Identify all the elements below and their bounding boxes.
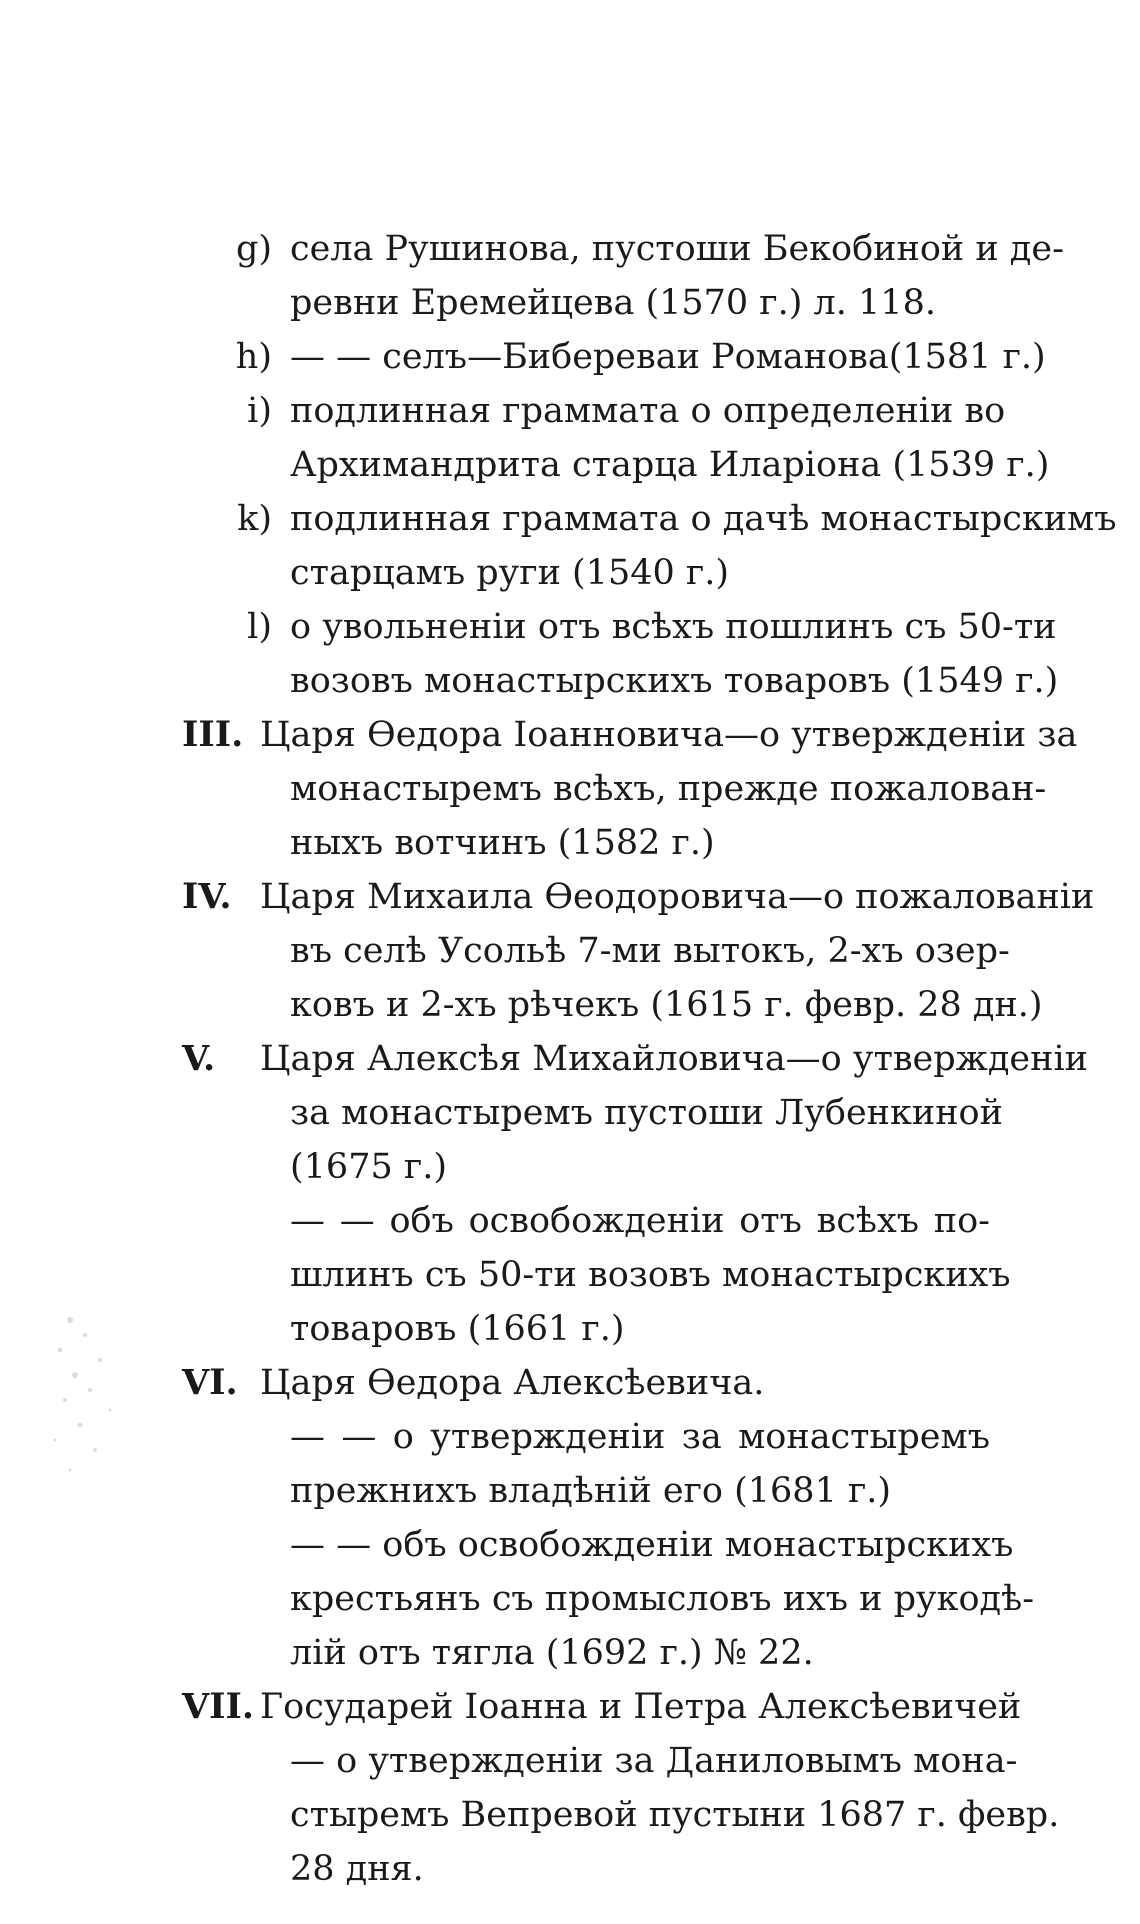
- entry-line: [190, 276, 990, 330]
- entry-text: — о утвержденіи за Даниловымъ мона-: [290, 1741, 1018, 1781]
- entry-line: [190, 222, 1064, 276]
- entry-line: [190, 1302, 990, 1356]
- entry-text: прежнихъ владѣній его (1681 г.): [290, 1471, 892, 1511]
- entry-text: шлинъ съ 50-ти возовъ монастырскихъ: [290, 1255, 1011, 1295]
- entry-text: ковъ и 2-хъ рѣчекъ (1615 г. февр. 28 дн.): [290, 985, 1043, 1025]
- entry-text: крестьянъ съ промысловъ ихъ и рукодѣ-: [290, 1579, 1035, 1619]
- entry-marker: l): [247, 607, 272, 647]
- entry-line: [190, 1410, 990, 1464]
- entry-text: о увольненіи отъ всѣхъ пошлинъ съ 50-ти: [290, 607, 1057, 647]
- entry-line: [182, 1680, 1022, 1734]
- entry-text: — — объ освобожденіи отъ всѣхъ по-: [290, 1201, 990, 1241]
- entry-text: за монастыремъ пустоши Лубенкиной: [290, 1093, 1003, 1133]
- entry-line: [190, 1734, 1018, 1788]
- entry-text: (1675 г.): [290, 1147, 447, 1187]
- entry-line: [190, 816, 990, 870]
- entry-line: [190, 492, 1117, 546]
- entry-line: [190, 546, 990, 600]
- paper-specks-decoration: [30, 1300, 150, 1500]
- entry-line: [190, 1572, 1035, 1626]
- entry-text: подлинная граммата о определеніи во: [290, 391, 1006, 431]
- entry-text: товаровъ (1661 г.): [290, 1309, 625, 1349]
- entry-text: ревни Еремейцева (1570 г.) л. 118.: [290, 283, 936, 323]
- entry-text: стыремъ Вепревой пустыни 1687 г. февр.: [290, 1795, 1060, 1835]
- entry-line: [190, 600, 1057, 654]
- entry-line: [190, 1788, 1060, 1842]
- entry-line: [190, 1248, 1011, 1302]
- entry-line: [190, 1194, 990, 1248]
- entry-text: — — селъ—Бибереваи Романова(1581 г.): [290, 337, 1046, 377]
- section-numeral: VII.: [182, 1686, 255, 1727]
- entry-line: [190, 1140, 990, 1194]
- entry-line: [190, 762, 1047, 816]
- entry-line: [190, 1464, 990, 1518]
- entry-text: — — объ освобожденіи монастырскихъ: [290, 1525, 1014, 1565]
- entry-text: Царя Михаила Ѳеодоровича—о пожалованіи: [260, 877, 1095, 917]
- entry-line: [190, 1086, 1003, 1140]
- entry-text: старцамъ руги (1540 г.): [290, 553, 729, 593]
- entry-line: [190, 924, 1010, 978]
- entry-marker: g): [235, 229, 272, 269]
- entry-line: [190, 1842, 990, 1896]
- entry-text: Архимандрита старца Иларіона (1539 г.): [290, 445, 1050, 485]
- entry-text: подлинная граммата о дачѣ монастырскимъ: [290, 499, 1117, 539]
- entry-line: [190, 384, 1006, 438]
- entry-text: монастыремъ всѣхъ, прежде пожалован-: [290, 769, 1047, 809]
- entry-line: [182, 1032, 1088, 1086]
- entry-line: [182, 708, 1078, 762]
- index-text-block: [182, 222, 1117, 1896]
- entry-text: Государей Іоанна и Петра Алексѣевичей: [260, 1687, 1022, 1727]
- entry-line: [190, 978, 1043, 1032]
- section-numeral: V.: [182, 1038, 216, 1079]
- entry-marker: k): [237, 499, 272, 539]
- entry-line: [190, 1626, 990, 1680]
- section-numeral: IV.: [182, 876, 232, 917]
- entry-text: 28 дня.: [290, 1849, 424, 1889]
- entry-text: ныхъ вотчинъ (1582 г.): [290, 823, 715, 863]
- section-numeral: VI.: [182, 1362, 238, 1403]
- entry-text: Царя Ѳедора Алексѣевича.: [260, 1363, 765, 1403]
- entry-marker: i): [247, 391, 272, 431]
- entry-line: [190, 438, 1050, 492]
- entry-line: [182, 870, 1095, 924]
- entry-text: Царя Алексѣя Михайловича—о утвержденіи: [260, 1039, 1088, 1079]
- entry-text: лій отъ тягла (1692 г.) № 22.: [290, 1633, 814, 1673]
- entry-text: въ селѣ Усольѣ 7-ми вытокъ, 2-хъ озер-: [290, 931, 1010, 971]
- entry-marker: h): [235, 337, 272, 377]
- entry-text: — — о утвержденіи за монастыремъ: [290, 1417, 990, 1457]
- entry-line: [182, 1356, 990, 1410]
- entry-text: Царя Ѳедора Іоанновича—о утвержденіи за: [260, 715, 1078, 755]
- entry-text: села Рушинова, пустоши Бекобиной и де-: [290, 229, 1064, 269]
- entry-line: [190, 654, 1059, 708]
- entry-line: [190, 1518, 1014, 1572]
- entry-line: [190, 330, 1046, 384]
- entry-text: возовъ монастырскихъ товаровъ (1549 г.): [290, 661, 1059, 701]
- section-numeral: III.: [182, 714, 244, 755]
